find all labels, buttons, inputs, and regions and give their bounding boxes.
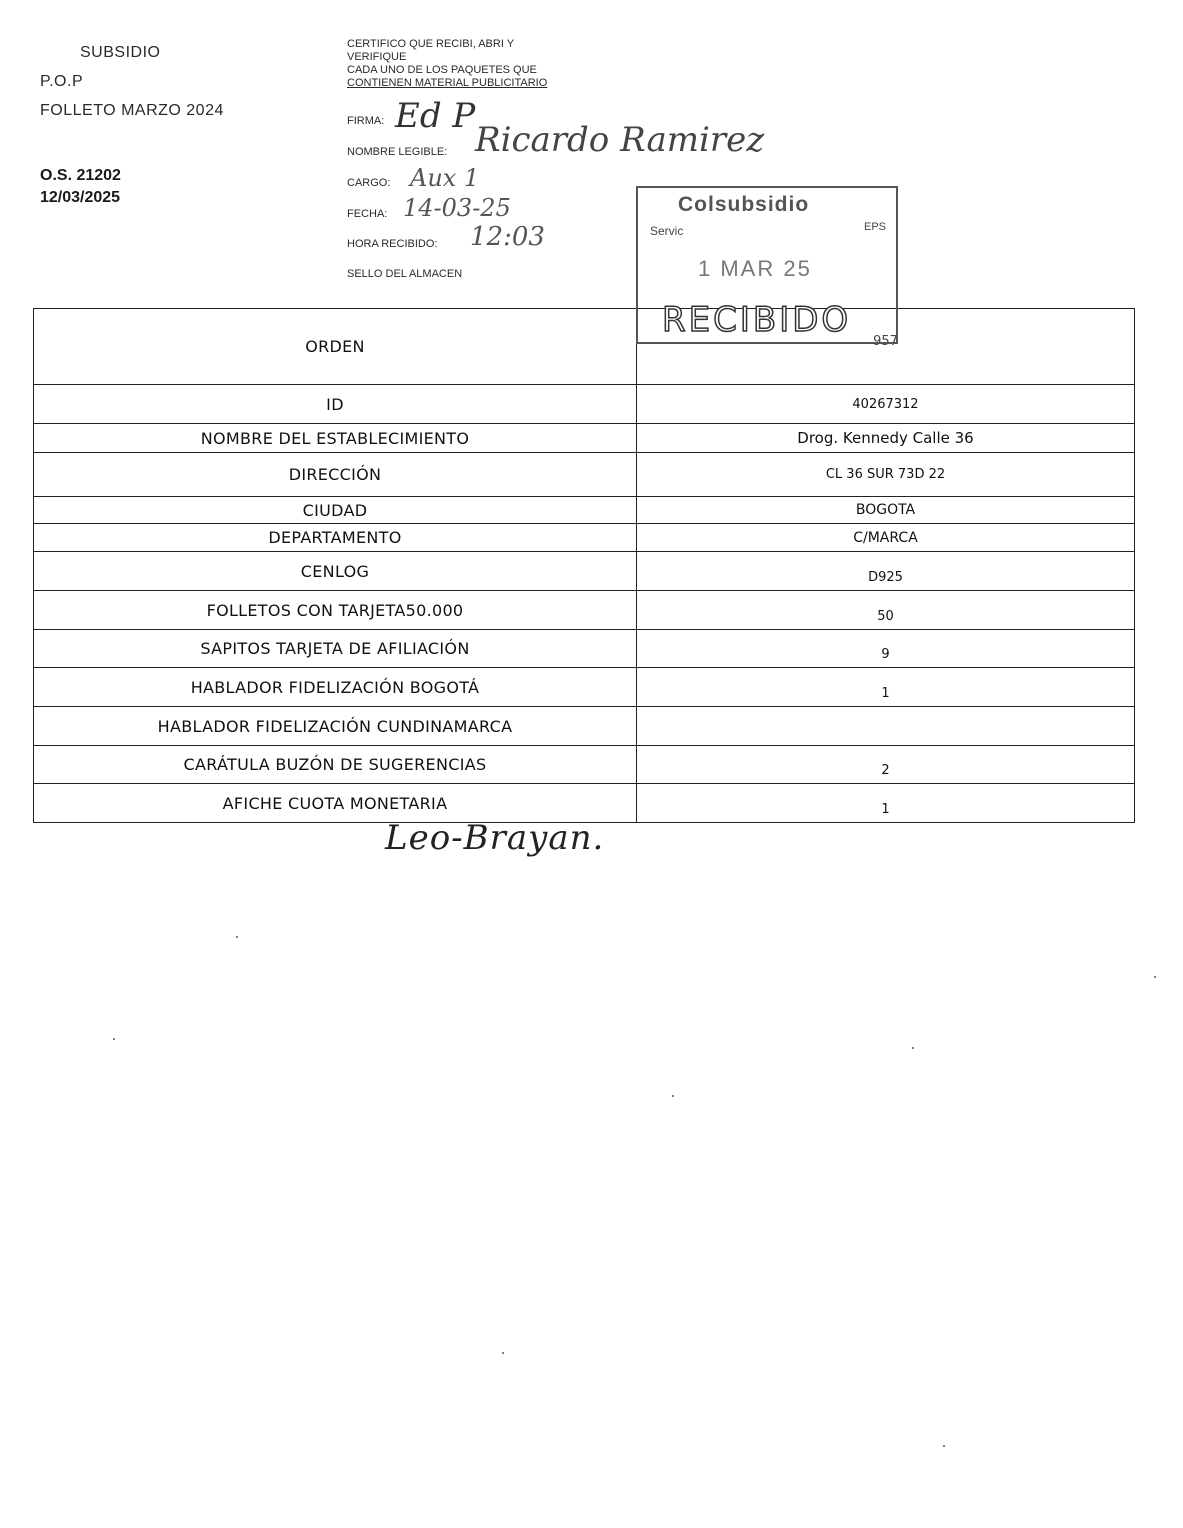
table-row — [34, 784, 1135, 823]
hora-label: HORA RECIBIDO: — [347, 238, 438, 250]
row-value-ciudad: BOGOTA — [637, 497, 1135, 524]
service-order-block — [40, 165, 121, 209]
orden-value: 957 — [873, 334, 898, 349]
row-value-sapitos — [637, 630, 1135, 668]
caratula-value: 2 — [881, 763, 890, 778]
cert-line-3: CADA UNO DE LOS PAQUETES QUE — [347, 64, 537, 76]
sapitos-value: 9 — [881, 647, 890, 662]
nombre-value: Ricardo Ramirez — [475, 120, 765, 160]
fecha-value: 14-03-25 — [403, 194, 511, 222]
cert-line-4: CONTIENEN MATERIAL PUBLICITARIO — [347, 77, 548, 89]
bottom-signature: Leo-Brayan. — [385, 818, 605, 858]
row-label-orden: ORDEN — [34, 309, 637, 385]
row-value-establecimiento: Drog. Kennedy Calle 36 — [637, 424, 1135, 453]
row-label-establecimiento: NOMBRE DEL ESTABLECIMIENTO — [34, 424, 637, 453]
row-value-hablador-bogota — [637, 668, 1135, 707]
row-value-direccion: CL 36 SUR 73D 22 — [637, 453, 1135, 497]
scan-speck — [236, 936, 238, 938]
nombre-label: NOMBRE LEGIBLE: — [347, 146, 448, 158]
stamp-sub-left: Servic — [650, 224, 684, 238]
stamp-brand: Colsubsidio — [678, 193, 810, 216]
received-stamp — [636, 186, 898, 344]
row-label-caratula: CARÁTULA BUZÓN DE SUGERENCIAS — [34, 746, 637, 784]
afiche-value: 1 — [881, 801, 890, 817]
scan-speck — [113, 1038, 115, 1040]
row-label-afiche: AFICHE CUOTA MONETARIA — [34, 784, 637, 823]
hora-value: 12:03 — [470, 222, 545, 252]
os-number: O.S. 21202 — [40, 167, 121, 184]
header-line-3: FOLLETO MARZO 2024 — [40, 102, 224, 119]
row-label-departamento: DEPARTAMENTO — [34, 524, 637, 552]
scan-speck — [502, 1352, 504, 1354]
stamp-date: 1 MAR 25 — [698, 256, 812, 281]
row-value-hablador-cundinamarca — [637, 707, 1135, 746]
row-value-id: 40267312 — [637, 385, 1135, 424]
os-date: 12/03/2025 — [40, 189, 121, 206]
table-row — [34, 309, 1135, 385]
stamp-received: RECIBIDO — [662, 300, 852, 340]
table-row — [34, 591, 1135, 630]
sello-label: SELLO DEL ALMACEN — [347, 268, 463, 280]
certificate-text — [347, 38, 617, 90]
table-row — [34, 524, 1135, 552]
row-label-hablador-bogota: HABLADOR FIDELIZACIÓN BOGOTÁ — [34, 668, 637, 707]
row-value-cenlog — [637, 552, 1135, 591]
row-value-caratula — [637, 746, 1135, 784]
order-table — [33, 308, 1135, 823]
table-row — [34, 707, 1135, 746]
scan-speck — [943, 1445, 945, 1447]
row-label-sapitos: SAPITOS TARJETA DE AFILIACIÓN — [34, 630, 637, 668]
cargo-label: CARGO: — [347, 177, 391, 189]
row-value-departamento: C/MARCA — [637, 524, 1135, 552]
table-row — [34, 668, 1135, 707]
cert-line-1: CERTIFICO QUE RECIBI, ABRI Y — [347, 38, 515, 50]
table-row — [34, 630, 1135, 668]
scan-speck — [672, 1095, 674, 1097]
row-label-cenlog: CENLOG — [34, 552, 637, 591]
cert-line-2: VERIFIQUE — [347, 51, 407, 63]
table-row — [34, 385, 1135, 424]
row-label-id: ID — [34, 385, 637, 424]
scan-speck — [912, 1047, 914, 1049]
row-value-folletos — [637, 591, 1135, 630]
scan-speck — [1154, 976, 1156, 978]
row-label-ciudad: CIUDAD — [34, 497, 637, 524]
hablador-bogota-value: 1 — [881, 685, 890, 701]
row-label-hablador-cundinamarca: HABLADOR FIDELIZACIÓN CUNDINAMARCA — [34, 707, 637, 746]
header-line-1: SUBSIDIO — [80, 44, 161, 61]
row-label-folletos: FOLLETOS CON TARJETA50.000 — [34, 591, 637, 630]
table-row — [34, 497, 1135, 524]
table-row — [34, 746, 1135, 784]
table-row — [34, 453, 1135, 497]
header-line-2: P.O.P — [40, 73, 84, 90]
firma-label: FIRMA: — [347, 115, 385, 127]
row-label-direccion: DIRECCIÓN — [34, 453, 637, 497]
firma-value: Ed P — [395, 96, 476, 136]
header-block — [40, 38, 224, 125]
stamp-sub-right: EPS — [863, 221, 886, 233]
cenlog-value: D925 — [868, 569, 903, 585]
table-row — [34, 424, 1135, 453]
fecha-label: FECHA: — [347, 208, 388, 220]
cargo-value: Aux 1 — [410, 164, 480, 192]
row-value-afiche — [637, 784, 1135, 823]
table-row — [34, 552, 1135, 591]
folletos-value: 50 — [877, 608, 894, 624]
